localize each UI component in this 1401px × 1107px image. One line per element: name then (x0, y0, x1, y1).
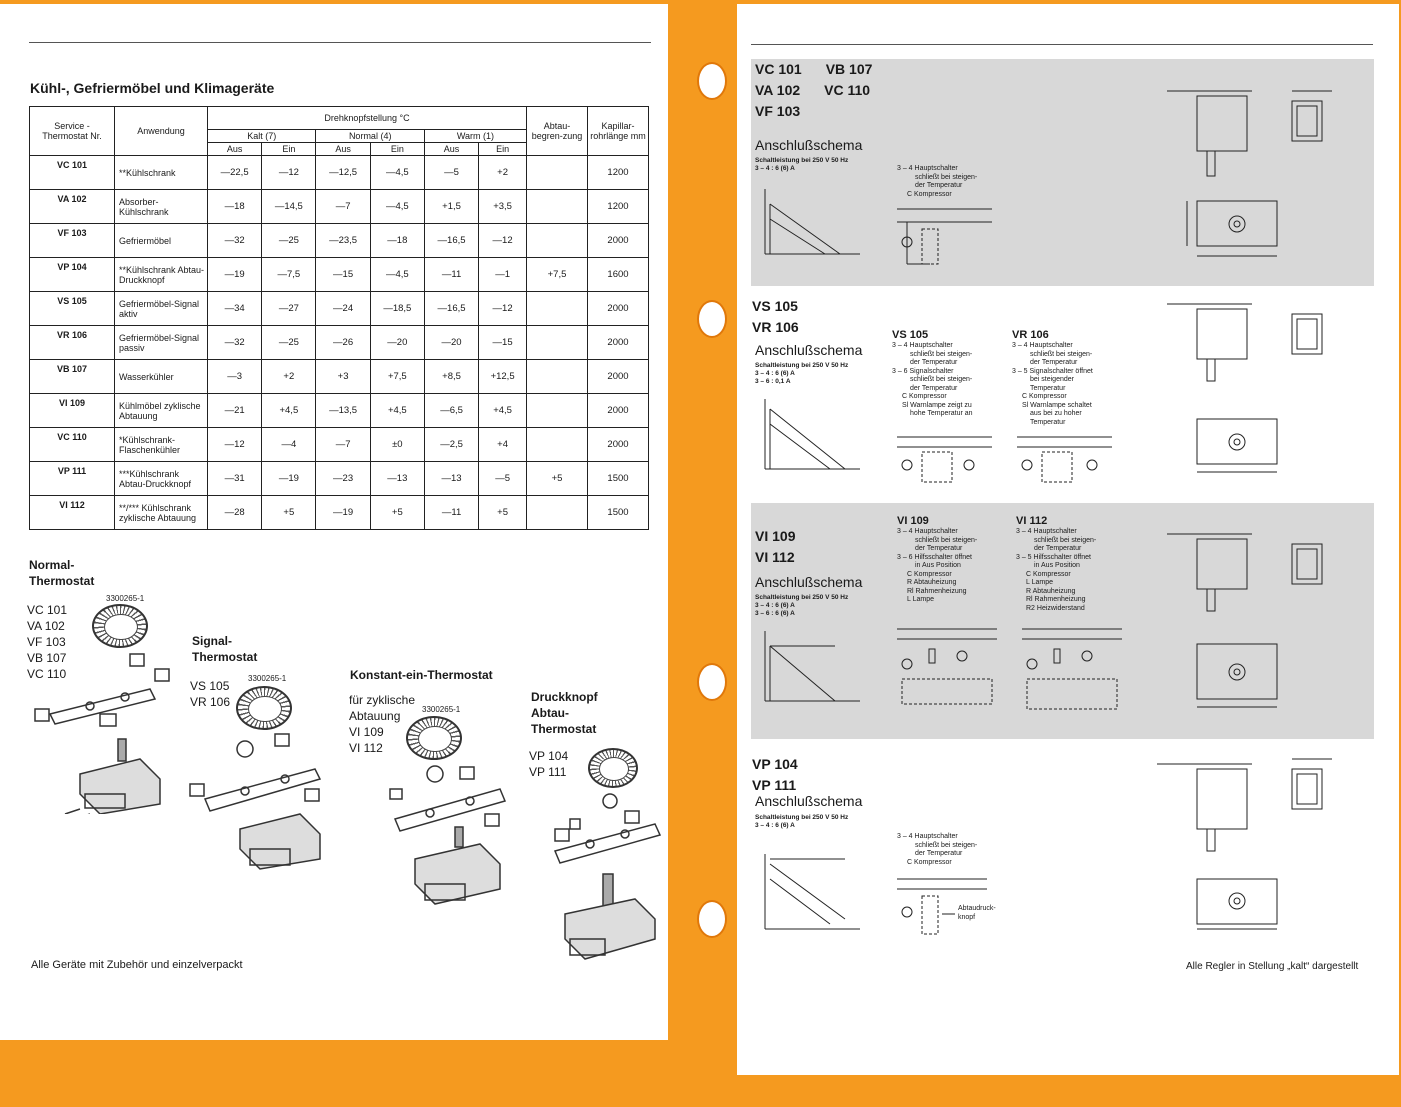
model-item: VC 101 (755, 61, 802, 77)
table-row (30, 394, 649, 428)
cell-temperature: +12,5 (479, 360, 527, 394)
legend-line: Temperatur (1030, 384, 1066, 392)
legend-line: Sl Warnlampe schaltet (1022, 401, 1092, 409)
b3-models (755, 526, 795, 568)
legend-line: C Kompressor (907, 570, 952, 578)
model-item: VB 107 (825, 61, 873, 77)
table-row (30, 360, 649, 394)
cell-temperature: —12 (479, 224, 527, 258)
cell-temperature: —22,5 (208, 156, 262, 190)
thermostat-parts-icon (185, 729, 335, 889)
head-aus: Aus (316, 143, 370, 156)
legend-line: 3 – 4 Hauptschalter (897, 165, 958, 172)
cell-kapillar: 1200 (588, 156, 649, 190)
cell-temperature: —16,5 (424, 292, 478, 326)
schema-label: Anschlußschema (755, 574, 863, 590)
cell-temperature: —6,5 (424, 394, 478, 428)
cell-temperature: —31 (208, 462, 262, 496)
table-body (30, 156, 649, 530)
legend-title: VS 105 (892, 329, 929, 341)
model-item: VF 103 (755, 103, 801, 119)
table-row (30, 224, 649, 258)
cell-anwendung: *Kühlschrank-Flaschenkühler (115, 428, 208, 462)
power-info (755, 594, 848, 618)
cell-kapillar: 1200 (588, 190, 649, 224)
head-warm: Warm (1) (424, 130, 526, 143)
knob-icon (406, 716, 462, 760)
model-item: VA 102 (27, 619, 65, 633)
legend-line: C Kompressor (907, 190, 952, 198)
power-text: Schaltleistung bei 250 V 50 Hz (755, 157, 849, 164)
head-kalt: Kalt (7) (208, 130, 316, 143)
cell-temperature: —7 (316, 190, 370, 224)
schema-label: Anschlußschema (755, 342, 863, 358)
cell-temperature: +4 (479, 428, 527, 462)
cell-temperature: +4,5 (479, 394, 527, 428)
legend-line: der Temperatur (1030, 359, 1078, 366)
legend-line: 3 – 4 Hauptschalter (1016, 528, 1077, 535)
cell-anwendung: **Kühlschrank (115, 156, 208, 190)
circuit-diagram-icon (897, 432, 1127, 492)
legend-line: Temperatur (1030, 418, 1066, 426)
cell-service-nr: VP 104 (30, 258, 115, 292)
rating-text: 3 – 6 : 6 (6) A (755, 610, 795, 617)
cell-anwendung: Kühlmöbel zyklische Abtauung (115, 394, 208, 428)
cell-temperature: —18,5 (370, 292, 424, 326)
cell-temperature: —16,5 (424, 224, 478, 258)
legend-line: Rl Rahmenheizung (907, 587, 967, 595)
cell-service-nr: VI 112 (30, 496, 115, 530)
power-text: Schaltleistung bei 250 V 50 Hz (755, 362, 849, 369)
druck-models (529, 748, 568, 780)
cell-temperature: —32 (208, 224, 262, 258)
signal-title-2: Thermostat (192, 650, 258, 664)
cell-anwendung: **/*** Kühlschrank zyklische Abtauung (115, 496, 208, 530)
cell-temperature: —13,5 (316, 394, 370, 428)
cell-abtau (527, 326, 588, 360)
model-item: VI 109 (349, 725, 384, 739)
legend-line: L Lampe (907, 596, 934, 603)
konstant-sub-1: für zyklische (349, 693, 416, 707)
cell-temperature: —13 (424, 462, 478, 496)
cell-temperature: +3,5 (479, 190, 527, 224)
page-title: Kühl-, Gefriermöbel und Klimageräte (30, 80, 275, 96)
legend-line: 3 – 4 Hauptschalter (897, 528, 958, 535)
legend-line: der Temperatur (915, 545, 963, 552)
top-rule (29, 42, 651, 43)
cell-kapillar: 2000 (588, 394, 649, 428)
temperature-graph-icon (755, 626, 865, 711)
normal-title-2: Thermostat (29, 574, 95, 588)
cell-kapillar: 1600 (588, 258, 649, 292)
power-info (755, 362, 848, 386)
thermostat-parts-icon (545, 789, 665, 974)
cell-abtau (527, 394, 588, 428)
legend-line: bei steigender (1030, 376, 1074, 383)
rating-text: 3 – 4 : 6 (6) A (755, 165, 795, 172)
head-ein: Ein (479, 143, 527, 156)
model-item: VC 101 (27, 603, 68, 617)
model-item: VA 102 (755, 82, 801, 98)
left-footer: Alle Geräte mit Zubehör und einzelverpackt (31, 959, 243, 971)
cell-abtau: +7,5 (527, 258, 588, 292)
cell-temperature: +1,5 (424, 190, 478, 224)
thermostat-parts-icon (385, 759, 515, 919)
cell-temperature: +4,5 (370, 394, 424, 428)
dimension-drawing-icon (1157, 749, 1357, 939)
signal-models (190, 678, 230, 710)
cell-temperature: —3 (208, 360, 262, 394)
legend-line: C Kompressor (1022, 393, 1067, 400)
dimension-drawing-icon (1157, 524, 1357, 714)
legend-line: in Aus Position (1034, 562, 1080, 569)
cell-temperature: —5 (424, 156, 478, 190)
cell-temperature: +4,5 (262, 394, 316, 428)
druck-title-3: Thermostat (531, 722, 597, 736)
cell-kapillar: 2000 (588, 428, 649, 462)
cell-temperature: —26 (316, 326, 370, 360)
cell-temperature: +5 (479, 496, 527, 530)
cell-kapillar: 2000 (588, 326, 649, 360)
cell-temperature: —18 (370, 224, 424, 258)
cell-abtau: +5 (527, 462, 588, 496)
b1-legend (897, 165, 977, 199)
legend-line: 3 – 5 Hilfsschalter öffnet (1016, 553, 1091, 561)
cell-temperature: —24 (316, 292, 370, 326)
cell-service-nr: VA 102 (30, 190, 115, 224)
model-item: VR 106 (190, 695, 231, 709)
legend-line: der Temperatur (910, 359, 958, 366)
cell-service-nr: VS 105 (30, 292, 115, 326)
b4-models (752, 754, 798, 796)
cell-temperature: —25 (262, 326, 316, 360)
circuit-diagram-icon (897, 624, 1127, 719)
konstant-sub (349, 692, 415, 756)
cell-kapillar: 2000 (588, 360, 649, 394)
legend-line: 3 – 5 Signalschalter öffnet (1012, 367, 1093, 375)
model-item: VS 105 (190, 679, 230, 693)
legend-line: schließt bei steigen- (910, 376, 973, 383)
head-normal: Normal (4) (316, 130, 424, 143)
cell-anwendung: Gefriermöbel-Signal passiv (115, 326, 208, 360)
cell-abtau (527, 190, 588, 224)
power-info (755, 157, 848, 173)
cell-temperature: —1 (479, 258, 527, 292)
cell-temperature: —19 (316, 496, 370, 530)
cell-temperature: —4 (262, 428, 316, 462)
legend-line: L Lampe (1026, 579, 1053, 586)
head-kapillar: Kapillar-rohrlänge mm (588, 107, 649, 156)
legend-line: schließt bei steigen- (1030, 350, 1093, 358)
push-knob-icon (588, 748, 638, 788)
cell-service-nr: VF 103 (30, 224, 115, 258)
cell-temperature: —20 (424, 326, 478, 360)
legend-line: der Temperatur (1034, 545, 1082, 552)
cell-abtau (527, 428, 588, 462)
cell-service-nr: VP 111 (30, 462, 115, 496)
cell-temperature: —25 (262, 224, 316, 258)
cell-abtau (527, 156, 588, 190)
cell-temperature: +8,5 (424, 360, 478, 394)
cell-anwendung: **Kühlschrank Abtau-Druckknopf (115, 258, 208, 292)
legend-line: Sl Warnlampe zeigt zu (902, 401, 972, 409)
b3-legend-2 (1016, 514, 1096, 613)
legend-line: 3 – 6 Hilfsschalter öffnet (897, 553, 972, 561)
cell-temperature: —12 (479, 292, 527, 326)
cell-temperature: —23,5 (316, 224, 370, 258)
cell-service-nr: VB 107 (30, 360, 115, 394)
druck-title-2: Abtau- (531, 706, 569, 720)
konstant-sub-2: Abtauung (349, 709, 401, 723)
dimension-drawing-icon (1157, 294, 1357, 484)
normal-code: 3300265-1 (106, 594, 145, 603)
cell-temperature: —12,5 (316, 156, 370, 190)
cell-temperature: ±0 (370, 428, 424, 462)
normal-title-1: Normal- (29, 558, 75, 572)
cell-temperature: —23 (316, 462, 370, 496)
legend-line: R Abtauheizung (1026, 587, 1076, 595)
konstant-code: 3300265-1 (422, 705, 461, 714)
cell-kapillar: 1500 (588, 496, 649, 530)
legend-line: schließt bei steigen- (1034, 536, 1097, 544)
cell-temperature: —32 (208, 326, 262, 360)
cell-temperature: —15 (316, 258, 370, 292)
b3-legend-1 (897, 514, 977, 605)
legend-line: C Kompressor (907, 858, 952, 866)
power-text: Schaltleistung bei 250 V 50 Hz (755, 814, 849, 821)
legend-line: der Temperatur (915, 182, 963, 189)
cell-temperature: +3 (316, 360, 370, 394)
cell-anwendung: Gefriermöbel-Signal aktiv (115, 292, 208, 326)
temperature-graph-icon (755, 184, 865, 264)
cell-abtau (527, 224, 588, 258)
legend-line: der Temperatur (910, 384, 958, 392)
legend-line: in Aus Position (915, 562, 961, 569)
thermostat-table (29, 106, 649, 530)
cell-temperature: —28 (208, 496, 262, 530)
cell-temperature: +2 (262, 360, 316, 394)
cell-temperature: —14,5 (262, 190, 316, 224)
legend-title: VI 109 (897, 515, 929, 527)
b2-models (752, 296, 799, 338)
druck-title-1: Druckknopf (531, 690, 598, 704)
cell-temperature: —19 (208, 258, 262, 292)
knob-icon (92, 604, 148, 648)
model-item: VP 104 (529, 749, 569, 763)
table-row (30, 190, 649, 224)
legend-title: VR 106 (1012, 329, 1049, 341)
cell-temperature: —7 (316, 428, 370, 462)
legend-line: schließt bei steigen- (915, 536, 978, 544)
druck-title (531, 689, 598, 737)
thermostat-parts-icon (30, 644, 180, 814)
head-aus: Aus (424, 143, 478, 156)
b1-models (755, 59, 872, 122)
head-ein: Ein (262, 143, 316, 156)
cell-temperature: —13 (370, 462, 424, 496)
abtaudruckknopf-label: Abtaudruck-knopf (958, 905, 996, 921)
head-aus: Aus (208, 143, 262, 156)
temperature-graph-icon (755, 394, 865, 479)
left-page (0, 4, 668, 1040)
normal-title (29, 557, 94, 589)
legend-line: hohe Temperatur an (910, 410, 973, 417)
schema-label: Anschlußschema (755, 137, 863, 153)
cell-service-nr: VC 110 (30, 428, 115, 462)
signal-code: 3300265-1 (248, 674, 287, 683)
dimension-drawing-icon (1157, 76, 1357, 276)
legend-line: C Kompressor (902, 393, 947, 400)
table-row (30, 428, 649, 462)
temperature-graph-icon (755, 849, 865, 939)
right-footer: Alle Regler in Stellung „kalt“ dargestellt (1186, 961, 1359, 972)
head-anwendung: Anwendung (115, 107, 208, 156)
cell-temperature: —4,5 (370, 156, 424, 190)
cell-temperature: —2,5 (424, 428, 478, 462)
cell-temperature: —15 (479, 326, 527, 360)
signal-title (192, 633, 257, 665)
cell-abtau (527, 360, 588, 394)
rating-text: 3 – 4 : 6 (6) A (755, 602, 795, 609)
cell-temperature: —11 (424, 258, 478, 292)
legend-line: 3 – 4 Hauptschalter (897, 833, 958, 840)
legend-line: 3 – 6 Signalschalter (892, 367, 954, 375)
power-text: Schaltleistung bei 250 V 50 Hz (755, 594, 849, 601)
binder-hole (697, 300, 727, 338)
right-page (737, 4, 1399, 1075)
head-abtau: Abtau-begren-zung (527, 107, 588, 156)
b2-legend-1 (892, 328, 973, 419)
model-item: VR 106 (752, 319, 799, 335)
rating-text: 3 – 4 : 6 (6) A (755, 370, 795, 377)
model-item: VI 112 (755, 549, 795, 565)
binder-hole (697, 663, 727, 701)
model-item: VS 105 (752, 298, 798, 314)
legend-line: C Kompressor (1026, 570, 1071, 578)
konstant-title: Konstant-ein-Thermostat (350, 668, 493, 682)
b4-legend (897, 833, 977, 867)
binder-hole (697, 900, 727, 938)
model-item: VF 103 (27, 635, 66, 649)
cell-temperature: +5 (370, 496, 424, 530)
head-ein: Ein (370, 143, 424, 156)
cell-abtau (527, 292, 588, 326)
legend-line: R Abtauheizung (907, 579, 957, 586)
model-item: VB 107 (27, 651, 67, 665)
cell-temperature: —4,5 (370, 190, 424, 224)
legend-line: schließt bei steigen- (915, 841, 978, 849)
cell-kapillar: 2000 (588, 224, 649, 258)
model-item: VP 111 (752, 777, 797, 793)
cell-temperature: —11 (424, 496, 478, 530)
table-row (30, 292, 649, 326)
legend-title: VI 112 (1016, 515, 1048, 527)
cell-temperature: —19 (262, 462, 316, 496)
b2-legend-2 (1012, 328, 1093, 427)
cell-temperature: —27 (262, 292, 316, 326)
cell-temperature: +7,5 (370, 360, 424, 394)
cell-service-nr: VC 101 (30, 156, 115, 190)
table-row (30, 258, 649, 292)
cell-temperature: —34 (208, 292, 262, 326)
model-item: VP 104 (752, 756, 798, 772)
head-service: Service -Thermostat Nr. (30, 107, 115, 156)
legend-line: Rl Rahmenheizung (1026, 596, 1086, 603)
cell-anwendung: Absorber-Kühlschrank (115, 190, 208, 224)
legend-line: schließt bei steigen- (910, 350, 973, 358)
cell-service-nr: VR 106 (30, 326, 115, 360)
cell-anwendung: Wasserkühler (115, 360, 208, 394)
model-item: VC 110 (27, 667, 67, 681)
table-row (30, 156, 649, 190)
legend-line: 3 – 4 Hauptschalter (892, 342, 953, 349)
model-item: VI 109 (755, 528, 796, 544)
cell-abtau (527, 496, 588, 530)
legend-line: schließt bei steigen- (915, 173, 978, 181)
table-row (30, 326, 649, 360)
signal-title-1: Signal- (192, 634, 233, 648)
head-drehknopf: Drehknopfstellung °C (208, 107, 527, 130)
power-info (755, 814, 848, 830)
cell-anwendung: ***Kühlschrank Abtau-Druckknopf (115, 462, 208, 496)
model-item: VP 111 (529, 765, 567, 779)
cell-temperature: —4,5 (370, 258, 424, 292)
table-row (30, 462, 649, 496)
cell-temperature: —7,5 (262, 258, 316, 292)
legend-line: der Temperatur (915, 850, 963, 857)
cell-kapillar: 1500 (588, 462, 649, 496)
legend-line: 3 – 4 Hauptschalter (1012, 342, 1073, 349)
cell-temperature: +5 (262, 496, 316, 530)
schema-label: Anschlußschema (755, 793, 863, 809)
model-item: VI 112 (349, 741, 383, 755)
rating-text: 3 – 6 : 0,1 A (755, 378, 791, 385)
cell-service-nr: VI 109 (30, 394, 115, 428)
binder-hole (697, 62, 727, 100)
legend-line: R2 Heizwiderstand (1026, 604, 1085, 612)
model-item: VC 110 (824, 82, 871, 98)
table-row (30, 496, 649, 530)
knob-icon (236, 686, 292, 730)
cell-temperature: —18 (208, 190, 262, 224)
cell-temperature: —21 (208, 394, 262, 428)
cell-anwendung: Gefriermöbel (115, 224, 208, 258)
top-rule (751, 44, 1373, 45)
rating-text: 3 – 4 : 6 (6) A (755, 822, 795, 829)
cell-kapillar: 2000 (588, 292, 649, 326)
cell-temperature: —12 (208, 428, 262, 462)
cell-temperature: —5 (479, 462, 527, 496)
cell-temperature: —12 (262, 156, 316, 190)
cell-temperature: +2 (479, 156, 527, 190)
cell-temperature: —20 (370, 326, 424, 360)
circuit-diagram-icon (897, 204, 997, 274)
legend-line: aus bei zu hoher (1030, 410, 1082, 417)
